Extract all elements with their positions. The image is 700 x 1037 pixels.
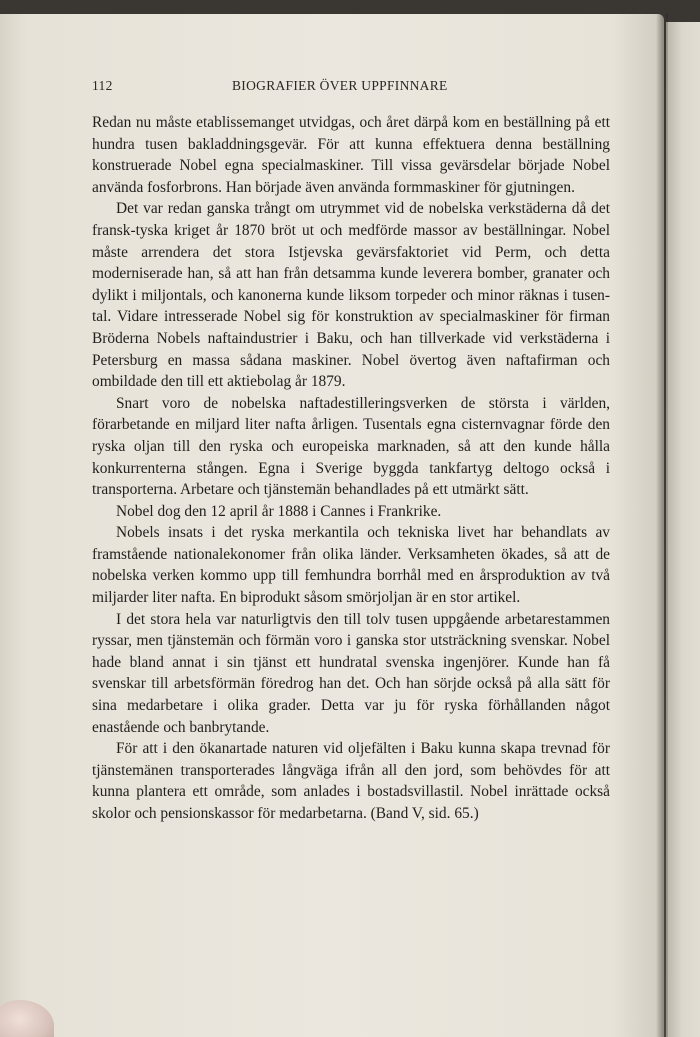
running-head-title: BIOGRAFIER ÖVER UPPFINNARE: [232, 78, 448, 93]
paragraph-3: Snart voro de nobelska naftadestilleringsverken de största i världen, förarbetande en miljard liter nafta årligen. Tusentals egna cisternvagnar förde den ryska oljan till den ryska och europeiska marknaden, så att den kunde hålla konkurrenterna stången. Egna i Sverige byggda tankfartyg deltogo också i transporterna. Arbetare och tjänstemän behandlades på ett utmärkt sätt.: [92, 394, 610, 499]
body-text: [92, 112, 610, 825]
paragraph-2: Det var redan ganska trångt om utrymmet vid de nobelska verkstäderna då det fransk-tyska kriget år 1870 bröt ut och medförde massor av beställningar. Nobel måste arrendera det stora Istjevska gevärsfaktoriet vid Perm, och detta moderniserade han, så att han från detsamma kunde leverera bomber, granater och dylikt i miljontals, och kanonerna kunde liksom torpeder och minor räknas i tusental. Vidare intresserade Nobel sig för konstruktion av specialmaskiner för firman Bröderna Nobels naftaindustrier i Baku, och han tillverkade vid verkstäderna i Petersburg en massa sådana maskiner. Nobel övertog även naftafirman och ombildade den till ett aktiebolag år 1879.: [92, 200, 610, 391]
running-head: [92, 78, 612, 96]
paragraph-7: För att i den ökanartade naturen vid oljefälten i Baku kunna skapa trevnad för tjänstemänen transporterades långväga ifrån all den jord, som behövdes för att kunna plantera ett område, som anlades i bostadsvillastil. Nobel inrättade också skolor och pensionskassor för medarbetarna. (Band V, sid. 65.): [92, 740, 610, 822]
paragraph-5: Nobels insats i det ryska merkantila och tekniska livet har behandlats av framstående nationalekonomer från olika länder. Verksamheten ökades, så att de nobelska verken kommo upp till femhundra borrhål med en årsproduktion av två miljarder liter nafta. En biprodukt såsom smörjoljan är en stor artikel.: [92, 524, 610, 607]
paragraph-4: Nobel dog den 12 april år 1888 i Cannes i Frankrike.: [116, 502, 442, 520]
page-gutter-shadow: [656, 14, 668, 1037]
facing-page-edge: [666, 22, 700, 1037]
page-number: 112: [92, 78, 113, 93]
paragraph-6: I det stora hela var naturligtvis den till tolv tusen uppgående arbetarestammen ryssar, men tjänstemän och förmän voro i ganska stor utsträckning svenskar. Nobel hade bland annat i sin tjänst ett hundratal svenska ingenjörer. Kunde han få svenskar till arbetsförmän föredrog han det. Och han sörjde också på alla sätt för sina medarbetare i olika grader. Detta var ju för ryska förhållanden något enastående och banbrytande.: [92, 610, 610, 736]
paragraph-1: Redan nu måste etablissemanget utvidgas, och året därpå kom en beställning på ett hundra tusen bakladdningsgevär. För att kunna effektuera denna beställning konstruerade Nobel egna specialmaskiner. Till vissa gevärsdelar började Nobel använda fosforbrons. Han började även använda formmaskiner för gjutningen.: [92, 114, 610, 196]
